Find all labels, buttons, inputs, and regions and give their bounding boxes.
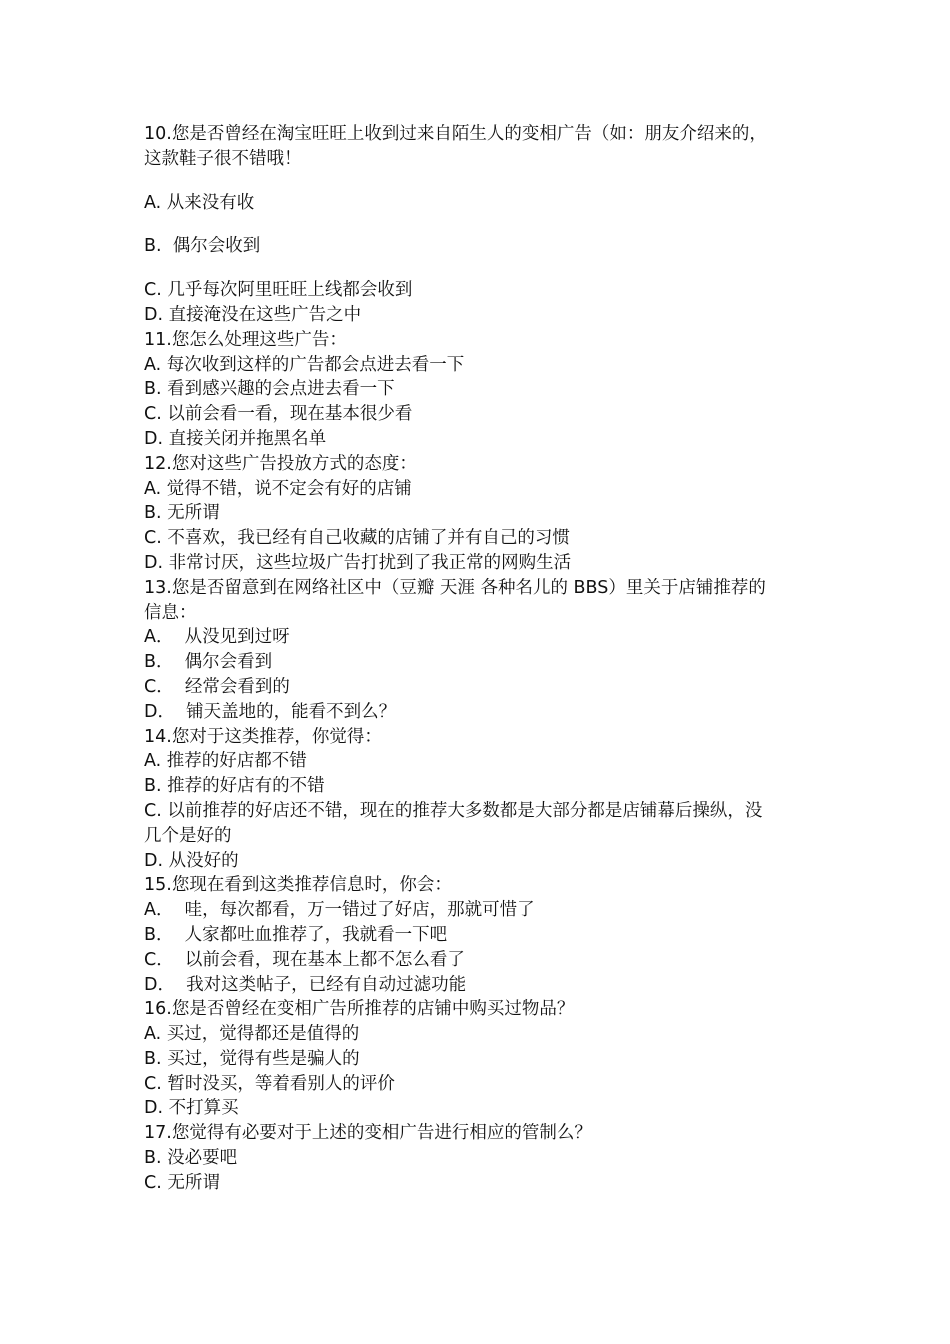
question-14 [144,725,814,874]
question-13-option-c: C． 经常会看到的 [144,676,290,697]
question-10-option-a: A. 从来没有收 [144,192,255,213]
question-16-title: 16.您是否曾经在变相广告所推荐的店铺中购买过物品？ [144,999,575,1020]
question-11 [144,328,814,452]
question-17 [144,1121,814,1195]
question-15-option-d: D． 我对这类帖子，已经有自动过滤功能 [144,974,467,995]
question-13-option-a: A． 从没见到过呀 [144,627,290,648]
question-15 [144,873,814,997]
question-11-option-b: B. 看到感兴趣的会点进去看一下 [144,379,395,400]
question-12-option-b: B. 无所谓 [144,503,220,524]
question-14-option-a: A. 推荐的好店都不错 [144,751,307,772]
question-11-option-c: C. 以前会看一看，现在基本很少看 [144,404,413,425]
question-10-title-line-1: 10.您是否曾经在淘宝旺旺上收到过来自陌生人的变相广告（如：朋友介绍来的， [144,124,767,144]
question-12-option-d: D. 非常讨厌，这些垃圾广告打扰到了我正常的网购生活 [144,552,572,573]
question-16-option-a: A. 买过，觉得都还是值得的 [144,1024,360,1045]
question-12-option-a: A. 觉得不错，说不定会有好的店铺 [144,478,412,499]
question-14-option-c-line-2: 几个是好的 [144,825,232,846]
question-13-option-b: B． 偶尔会看到 [144,652,273,673]
question-11-option-d: D. 直接关闭并拖黑名单 [144,428,327,449]
question-14-title: 14.您对于这类推荐，你觉得： [144,726,382,747]
question-16-option-d: D. 不打算买 [144,1098,239,1119]
question-12 [144,452,814,576]
document-page [144,122,814,1196]
question-17-option-c: C. 无所谓 [144,1172,220,1193]
question-16-option-c: C. 暂时没买，等着看别人的评价 [144,1073,395,1094]
question-13-title-line-2: 信息： [144,602,197,623]
question-14-option-c-line-1: C. 以前推荐的好店还不错，现在的推荐大多数都是大部分都是店铺幕后操纵，没 [144,800,763,821]
question-11-title: 11.您怎么处理这些广告： [144,329,347,350]
question-16-option-b: B. 买过，觉得有些是骗人的 [144,1048,360,1069]
question-10-title-line-2: 这款鞋子很不错哦！ [144,148,302,169]
question-15-option-b: B． 人家都吐血推荐了，我就看一下吧 [144,924,448,945]
question-13-title-line-1: 13.您是否留意到在网络社区中（豆瓣 天涯 各种名儿的 BBS）里关于店铺推荐的 [144,577,766,598]
question-15-option-a: A． 哇，每次都看，万一错过了好店，那就可惜了 [144,900,535,921]
question-17-title: 17.您觉得有必要对于上述的变相广告进行相应的管制么？ [144,1123,592,1144]
question-13-option-d: D． 铺天盖地的，能看不到么？ [144,701,397,722]
question-10-option-d: D. 直接淹没在这些广告之中 [144,304,362,325]
question-17-option-b: B. 没必要吧 [144,1148,238,1169]
question-11-option-a: A. 每次收到这样的广告都会点进去看一下 [144,354,465,375]
question-12-option-c: C. 不喜欢，我已经有自己收藏的店铺了并有自己的习惯 [144,528,570,549]
question-14-option-d: D. 从没好的 [144,850,239,871]
question-10 [144,122,814,328]
question-14-option-b: B. 推荐的好店有的不错 [144,776,325,797]
question-16 [144,997,814,1121]
question-15-title: 15.您现在看到这类推荐信息时，你会： [144,875,452,896]
question-12-title: 12.您对这些广告投放方式的态度： [144,453,417,474]
question-10-option-b: B. 偶尔会收到 [144,236,261,257]
question-15-option-c: C． 以前会看，现在基本上都不怎么看了 [144,949,465,970]
question-13 [144,576,814,725]
question-10-option-c: C. 几乎每次阿里旺旺上线都会收到 [144,280,413,301]
